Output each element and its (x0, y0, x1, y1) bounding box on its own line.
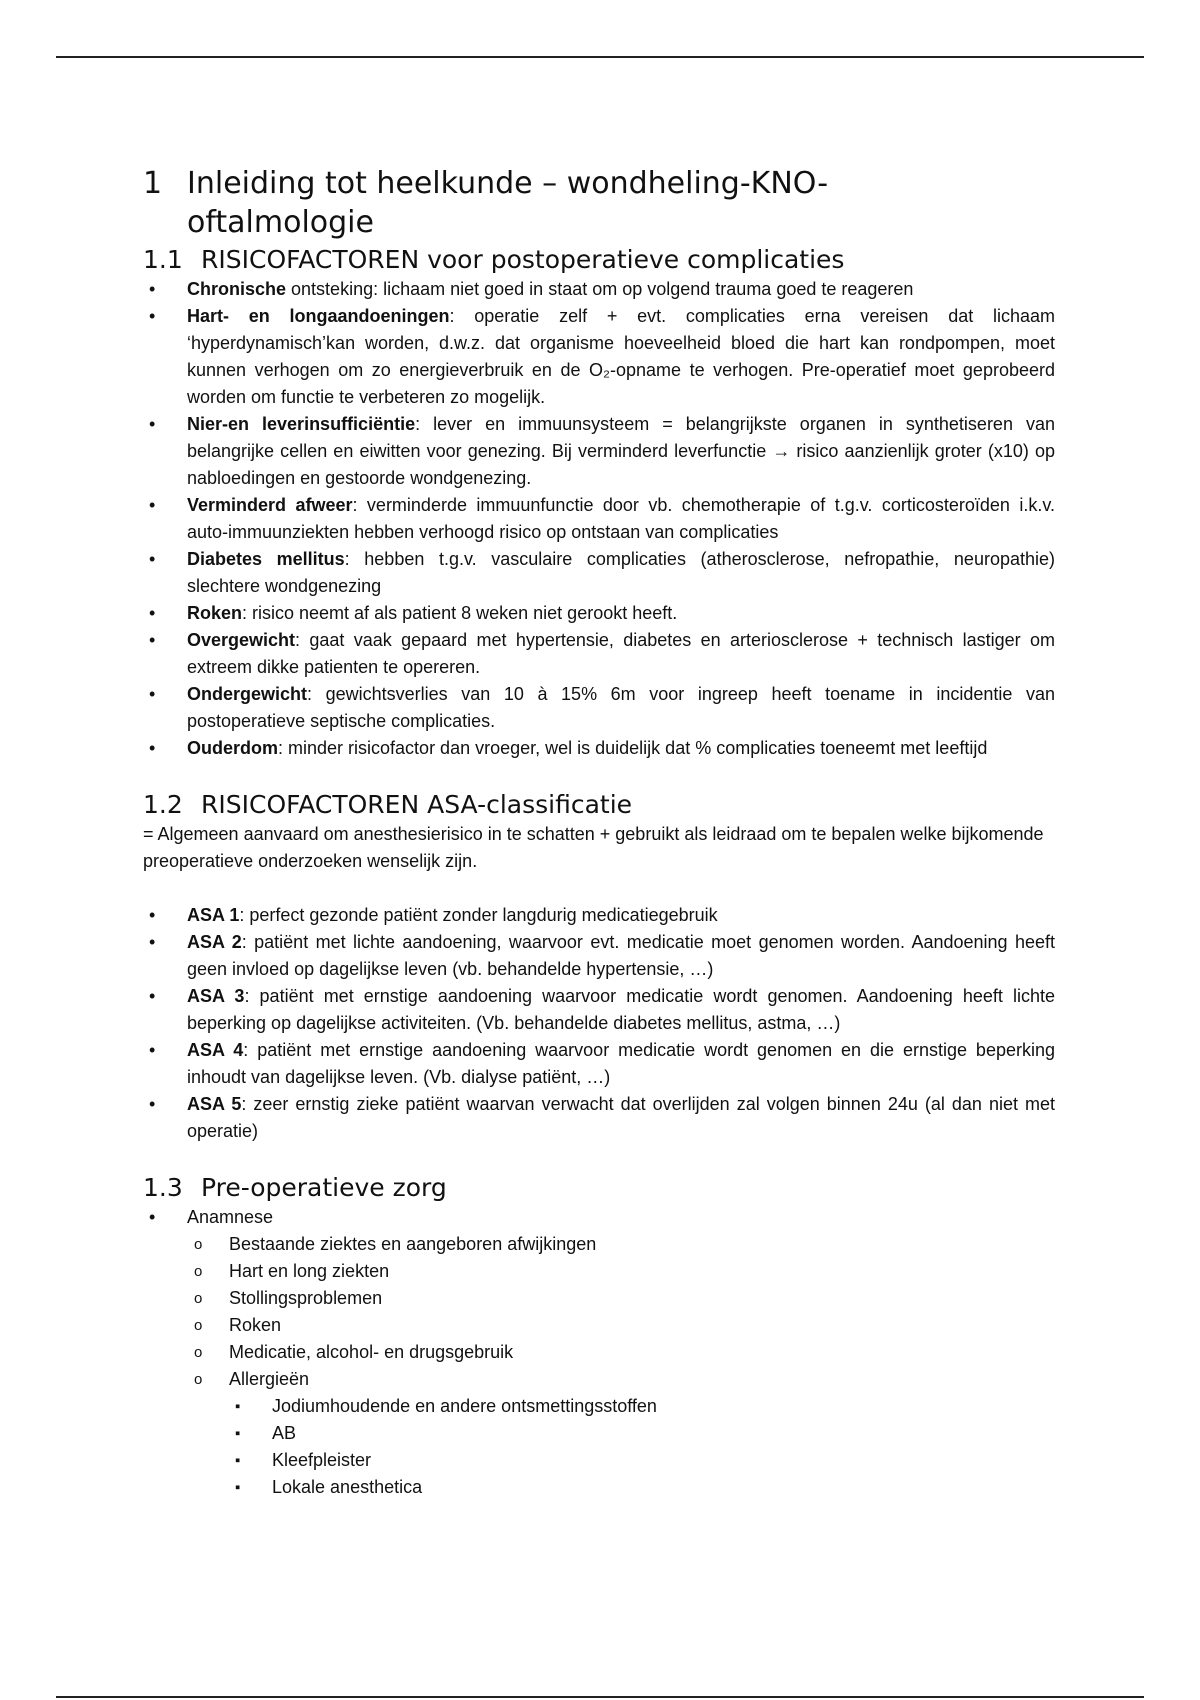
item-text: : operatie zelf + evt. complicaties erna vereisen dat lichaam ‘hyperdynamisch’kan worden, d.w.z. dat organisme hoeveelheid bloed die hart kan rondpompen, moet kunnen verhogen om zo energieverbruik en de O₂-opname te verhogen. Pre-operatief moet geprobeerd worden om functie te verbeteren zo mogelijk. (187, 306, 1055, 407)
item-text: : verminderde immuunfunctie door vb. chemotherapie of t.g.v. corticosteroïden i.k.v. auto-immuunziekten hebben verhoogd risico op ontstaan van complicaties (187, 495, 1055, 542)
sub-list-item: o Stollingsproblemen (143, 1285, 1055, 1312)
item-text: : patiënt met ernstige aandoening waarvoor medicatie wordt genomen. Aandoening heeft lichte beperking op dagelijkse activiteiten. (Vb. behandelde diabetes mellitus, astma, …) (187, 986, 1055, 1033)
sub-list-item: o Hart en long ziekten (143, 1258, 1055, 1285)
list-item (143, 276, 1055, 303)
list-item (143, 929, 1055, 983)
asa-list (143, 902, 1055, 1145)
item-term: Ouderdom (187, 738, 279, 758)
item-text: : minder risicofactor dan vroeger, wel is duidelijk dat % complicaties toeneemt met leeftijd (278, 738, 988, 758)
item-term: Chronische (187, 279, 287, 299)
sub-sub-list-item: ▪ Jodiumhoudende en andere ontsmettingsstoffen (143, 1393, 1055, 1420)
list-item (143, 546, 1055, 600)
asa-intro: = Algemeen aanvaard om anesthesierisico in te schatten + gebruikt als leidraad om te bepalen welke bijkomende preoperatieve onderzoeken wenselijk zijn. (143, 824, 1044, 871)
item-text: : patiënt met lichte aandoening, waarvoor evt. medicatie moet genomen worden. Aandoening heeft geen invloed op dagelijkse leven (vb. behandelde hypertensie, …) (187, 932, 1055, 979)
item-term: Overgewicht (187, 630, 296, 650)
item-text: : zeer ernstig zieke patiënt waarvan verwacht dat overlijden zal volgen binnen 24u (al dan niet met operatie) (187, 1094, 1055, 1141)
list-item (143, 1091, 1055, 1145)
list-item (143, 983, 1055, 1037)
chapter-title (187, 164, 828, 242)
section-heading-1-3 (143, 1172, 1055, 1204)
item-term: Verminderd afweer (187, 495, 353, 515)
section-title: RISICOFACTOREN voor postoperatieve complicaties (201, 245, 845, 274)
item-text: : patiënt met ernstige aandoening waarvoor medicatie wordt genomen en die ernstige beperking inhoudt van dagelijkse leven. (Vb. dialyse patiënt, …) (187, 1040, 1055, 1087)
list-item (143, 492, 1055, 546)
sub-list-item: o Roken (143, 1312, 1055, 1339)
sub-sub-list-item: ▪ Lokale anesthetica (143, 1474, 1055, 1501)
sub-sub-list-item: ▪ Kleefpleister (143, 1447, 1055, 1474)
item-term: ASA 2 (187, 932, 242, 952)
list-item (143, 1037, 1055, 1091)
item-term: Diabetes mellitus (187, 549, 345, 569)
list-item (143, 411, 1055, 492)
chapter-heading (143, 164, 1055, 242)
sub-list-item: o Bestaande ziektes en aangeboren afwijkingen (143, 1231, 1055, 1258)
list-item (143, 681, 1055, 735)
item-term: ASA 3 (187, 986, 245, 1006)
section-title: RISICOFACTOREN ASA-classificatie (201, 790, 633, 819)
footer-rule (56, 1696, 1144, 1698)
sub-sub-list-item: ▪ AB (143, 1420, 1055, 1447)
list-item (143, 303, 1055, 411)
sub-list-item: o Medicatie, alcohol- en drugsgebruik (143, 1339, 1055, 1366)
item-term: Nier-en leverinsufficiëntie (187, 414, 416, 434)
item-text: : risico neemt af als patient 8 weken niet gerookt heeft. (242, 603, 678, 623)
list-item (143, 902, 1055, 929)
item-text: : gaat vaak gepaard met hypertensie, diabetes en arteriosclerose + technisch lastiger om extreem dikke patienten te opereren. (187, 630, 1055, 677)
item-term: ASA 5 (187, 1094, 242, 1114)
item-term: Roken (187, 603, 243, 623)
chapter-title-line2: oftalmologie (187, 205, 374, 240)
sub-list-item: o Allergieën (143, 1366, 1055, 1393)
list-item-anamnese: • Anamnese (143, 1204, 1055, 1231)
item-term: ASA 1 (187, 905, 240, 925)
document-body (143, 164, 1055, 1501)
item-text: : hebben t.g.v. vasculaire complicaties (atherosclerose, nefropathie, neuropathie) slechtere wondgenezing (187, 549, 1055, 596)
item-term: Ondergewicht (187, 684, 308, 704)
chapter-title-line1: Inleiding tot heelkunde – wondheling-KNO- (187, 166, 829, 201)
item-text: : perfect gezonde patiënt zonder langdurig medicatiegebruik (239, 905, 718, 925)
section-number: 1.2 (143, 790, 183, 819)
risk-factor-list (143, 276, 1055, 762)
preoperative-list (143, 1204, 1055, 1501)
list-item (143, 600, 1055, 627)
header-rule (56, 56, 1144, 58)
list-item (143, 735, 1055, 762)
section-title: Pre-operatieve zorg (201, 1173, 447, 1202)
item-term: Hart- en longaandoeningen (187, 306, 450, 326)
item-text: : lever en immuunsysteem = belangrijkste organen in synthetiseren van belangrijke cellen en eiwitten voor genezing. Bij verminderd leverfunctie → risico aanzienlijk groter (x10) op nabloedingen en gestoorde wondgenezing. (187, 414, 1055, 488)
section-heading-1-2 (143, 789, 1055, 821)
list-item (143, 627, 1055, 681)
item-text: : gewichtsverlies van 10 à 15% 6m voor ingreep heeft toename in incidentie van postoperatieve septische complicaties. (187, 684, 1055, 731)
item-term: ASA 4 (187, 1040, 244, 1060)
item-text: ontsteking: lichaam niet goed in staat om op volgend trauma goed te reageren (286, 279, 914, 299)
section-number: 1.3 (143, 1173, 183, 1202)
section-heading-1-1 (143, 244, 1055, 276)
chapter-number: 1 (143, 166, 163, 201)
section-number: 1.1 (143, 245, 183, 274)
